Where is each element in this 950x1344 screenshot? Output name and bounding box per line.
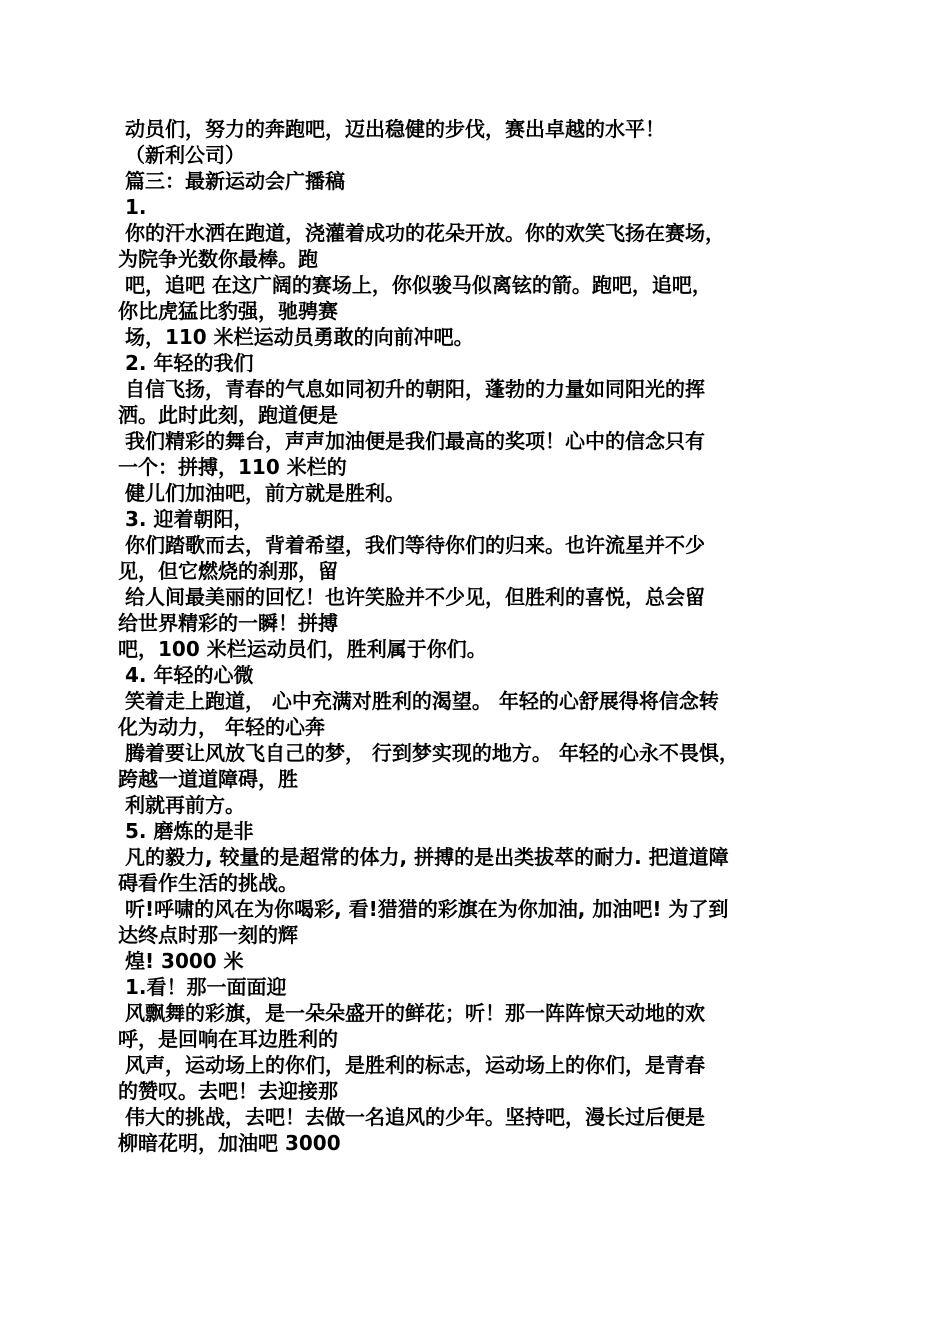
text-line: 碍看作生活的挑战。 bbox=[118, 871, 298, 895]
text-line: 风飘舞的彩旗，是一朵朵盛开的鲜花；听！那一阵阵惊天动地的欢 bbox=[118, 1001, 705, 1025]
text-line: 吧，100 米栏运动员们，胜利属于你们。 bbox=[118, 637, 487, 661]
text-line: 你们踏歌而去，背着希望，我们等待你们的归来。也许流星并不少 bbox=[118, 533, 705, 557]
text-line: 你的汗水洒在跑道，浇灌着成功的花朵开放。你的欢笑飞扬在赛场， bbox=[118, 221, 725, 245]
section-heading: 篇三：最新运动会广播稿 bbox=[118, 169, 345, 193]
text-line: 场，110 米栏运动员勇敢的向前冲吧。 bbox=[118, 325, 474, 349]
text-line: 一个：拼搏，110 米栏的 bbox=[118, 455, 347, 479]
text-line: 自信飞扬，青春的气息如同初升的朝阳，蓬勃的力量如同阳光的挥 bbox=[118, 377, 705, 401]
text-line: 煌! 3000 米 bbox=[118, 949, 244, 973]
item-heading: 5. 磨炼的是非 bbox=[118, 819, 254, 843]
item-heading: 2. 年轻的我们 bbox=[118, 351, 254, 375]
text-line: 的赞叹。去吧！去迎接那 bbox=[118, 1079, 338, 1103]
text-line: 跨越一道道障碍，胜 bbox=[118, 767, 298, 791]
text-line: 风声，运动场上的你们，是胜利的标志，运动场上的你们，是青春 bbox=[118, 1053, 705, 1077]
text-line: 洒。此时此刻，跑道便是 bbox=[118, 403, 338, 427]
item-number: 1. bbox=[118, 195, 147, 219]
text-line: 柳暗花明，加油吧 3000 bbox=[118, 1131, 341, 1155]
text-line: 伟大的挑战，去吧！去做一名追风的少年。坚持吧，漫长过后便是 bbox=[118, 1105, 705, 1129]
item-heading: 1.看！那一面面迎 bbox=[118, 975, 287, 999]
text-line: 给人间最美丽的回忆！也许笑脸并不少见，但胜利的喜悦，总会留 bbox=[118, 585, 705, 609]
document-body bbox=[118, 116, 858, 1156]
text-line: 利就再前方。 bbox=[118, 793, 245, 817]
text-line: 达终点时那一刻的辉 bbox=[118, 923, 298, 947]
text-line: 听!呼啸的风在为你喝彩, 看!猎猎的彩旗在为你加油, 加油吧! 为了到 bbox=[118, 897, 729, 921]
text-line: 呼，是回响在耳边胜利的 bbox=[118, 1027, 338, 1051]
text-line: 给世界精彩的一瞬！拼搏 bbox=[118, 611, 338, 635]
text-line: 笑着走上跑道， 心中充满对胜利的渴望。 年轻的心舒展得将信念转 bbox=[118, 689, 719, 713]
text-line: 健儿们加油吧，前方就是胜利。 bbox=[118, 481, 405, 505]
text-line: （新利公司） bbox=[118, 143, 245, 167]
text-line: 你比虎猛比豹强，驰骋赛 bbox=[118, 299, 338, 323]
text-line: 我们精彩的舞台，声声加油便是我们最高的奖项！心中的信念只有 bbox=[118, 429, 705, 453]
text-line: 动员们，努力的奔跑吧，迈出稳健的步伐，赛出卓越的水平！ bbox=[118, 117, 665, 141]
text-line: 化为动力， 年轻的心奔 bbox=[118, 715, 325, 739]
item-heading: 3. 迎着朝阳， bbox=[118, 507, 254, 531]
text-line: 吧，追吧 在这广阔的赛场上，你似骏马似离铉的箭。跑吧，追吧， bbox=[118, 273, 712, 297]
text-line: 腾着要让风放飞自己的梦， 行到梦实现的地方。 年轻的心永不畏惧， bbox=[118, 741, 739, 765]
text-line: 见，但它燃烧的刹那，留 bbox=[118, 559, 338, 583]
item-heading: 4. 年轻的心微 bbox=[118, 663, 254, 687]
text-line: 为院争光数你最棒。跑 bbox=[118, 247, 318, 271]
text-line: 凡的毅力, 较量的是超常的体力, 拼搏的是出类拔萃的耐力. 把道道障 bbox=[118, 845, 729, 869]
